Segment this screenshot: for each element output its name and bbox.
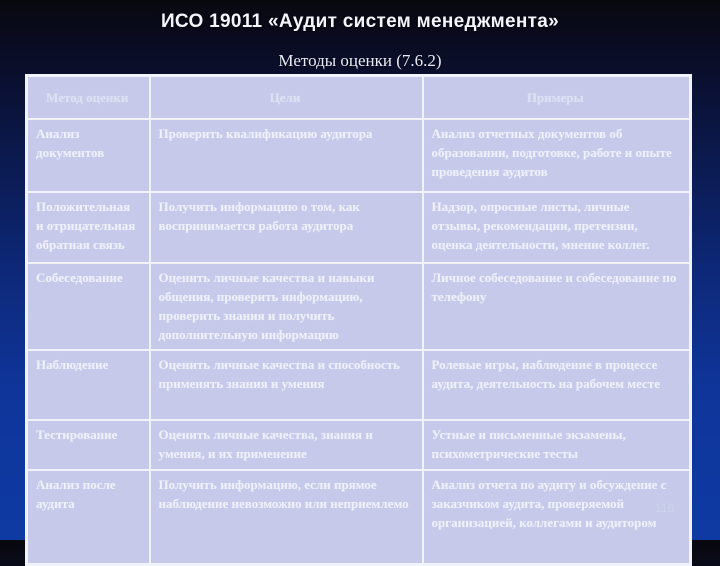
table-row: [27, 470, 691, 565]
slide-subtitle: Методы оценки (7.6.2): [278, 51, 442, 70]
goal-cell: Оценить личные качества, знания и умения, и их применение: [150, 420, 423, 470]
method-cell: Анализ после аудита: [27, 470, 150, 565]
examples-cell: Анализ отчета по аудиту и обсуждение с заказчиком аудита, проверяемой организацией, коллегами и аудитором: [423, 470, 691, 565]
table-header-row: [27, 76, 691, 120]
examples-cell: Устные и письменные экзамены, психометрические тесты: [423, 420, 691, 470]
column-header-method: Метод оценки: [27, 76, 150, 120]
table-row: [27, 119, 691, 192]
slide-title: ИСО 19011 «Аудит систем менеджмента»: [160, 11, 560, 32]
method-cell: Наблюдение: [27, 350, 150, 420]
goal-cell: Оценить личные качества и способность применять знания и умения: [150, 350, 423, 420]
evaluation-methods-table: [25, 74, 692, 566]
goal-cell: Получить информацию, если прямое наблюдение невозможно или неприемлемо: [150, 470, 423, 565]
method-cell: Положительная и отрицательная обратная связь: [27, 192, 150, 263]
method-cell: Анализ документов: [27, 119, 150, 192]
examples-cell: Анализ отчетных документов об образовании, подготовке, работе и опыте проведения аудитов: [423, 119, 691, 192]
column-header-examples: Примеры: [423, 76, 691, 120]
table-row: [27, 263, 691, 350]
table-row: [27, 420, 691, 470]
column-header-goals: Цели: [150, 76, 423, 120]
goal-cell: Получить информацию о том, как воспринимается работа аудитора: [150, 192, 423, 263]
examples-cell: Личное собеседование и собеседование по телефону: [423, 263, 691, 350]
examples-cell: Ролевые игры, наблюдение в процессе аудита, деятельность на рабочем месте: [423, 350, 691, 420]
table-row: [27, 192, 691, 263]
method-cell: Тестирование: [27, 420, 150, 470]
table-row: [27, 350, 691, 420]
examples-cell: Надзор, опросные листы, личные отзывы, рекомендации, претензии, оценка деятельности, мнение коллег.: [423, 192, 691, 263]
goal-cell: Проверить квалификацию аудитора: [150, 119, 423, 192]
page-number: 116: [655, 501, 675, 515]
goal-cell: Оценить личные качества и навыки общения, проверить информацию, проверить знания и получить дополнительную информацию: [150, 263, 423, 350]
method-cell: Собеседование: [27, 263, 150, 350]
